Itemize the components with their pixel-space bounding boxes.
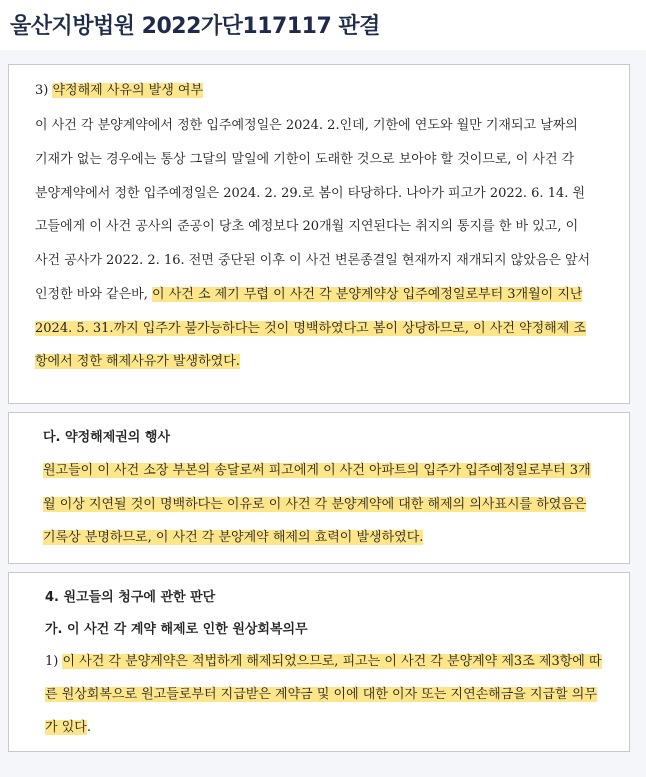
text-line [35,284,582,306]
text-highlight: 이 사건 소 제기 무렵 이 사건 각 분양계약상 입주예정일로부터 3개월이 지난 [152,287,583,302]
page-title: 울산지방법원 2022가단117117 판결 [10,14,380,39]
text-line [43,527,423,549]
section-card-termination-cause [8,64,630,404]
text-line: 기재가 없는 경우에는 통상 그달의 말일에 기한이 도래한 것으로 보아야 할 것이므로, 이 사건 각 [35,152,575,167]
text-highlight: 원고들이 이 사건 소장 부본의 송달로써 피고에게 이 사건 아파트의 입주가 입주예정일로부터 3개 [43,463,591,478]
text-highlight: 른 원상회복으로 원고들로부터 지급받은 계약금 및 이에 대한 이자 또는 지연손해금을 지급할 의무 [45,687,597,702]
text-plain: . [86,720,91,735]
section-heading: 다. 약정해제권의 행사 [43,430,171,445]
section-card-termination-exercise [8,412,630,564]
heading-prefix: 3) [35,83,53,98]
text-line: 사건 공사가 2022. 2. 16. 전면 중단된 이후 이 사건 변론종결일 현재까지 재개되지 않았음은 앞서 [35,253,591,268]
text-line [43,494,586,516]
text-highlight: 2024. 5. 31.까지 입주가 불가능하다는 것이 명백하였다고 봄이 상당하므로, 이 사건 약정해제 조 [35,321,586,336]
text-line: 이 사건 각 분양계약에서 정한 입주예정일은 2024. 2.인데, 기한에 연도와 월만 기재되고 날짜의 [35,118,578,133]
text-plain: 인정한 바와 같은바, [35,287,152,302]
text-line: 고들에게 이 사건 공사의 준공이 당초 예정보다 20개월 지연된다는 취지의 통지를 한 바 있고, 이 [35,219,579,234]
text-line: 분양계약에서 정한 입주예정일은 2024. 2. 29.로 봄이 타당하다. 나아가 피고가 2022. 6. 14. 원 [35,186,586,201]
text-line [35,351,240,373]
text-line [45,684,597,706]
text-highlight: 가 있다 [45,720,87,735]
text-line [35,318,586,340]
text-highlight: 항에서 정한 해제사유가 발생하였다. [35,354,240,369]
section-card-claims-judgment [8,572,630,752]
text-line [43,460,591,482]
text-highlight: 기록상 분명하므로, 이 사건 각 분양계약 해제의 효력이 발생하였다. [43,530,424,545]
text-highlight: 월 이상 지연될 것이 명백하다는 이유로 이 사건 각 분양계약에 대한 해제의 의사표시를 하였음은 [43,497,587,512]
heading-highlight: 약정해제 사유의 발생 여부 [52,83,204,98]
text-highlight: 이 사건 각 분양계약은 적법하게 해제되었으므로, 피고는 이 사건 각 분양계약 제3조 제3항에 따 [62,654,602,669]
page-header [0,0,646,50]
text-line [45,651,602,673]
section-heading [35,80,203,102]
text-line [45,717,91,739]
subsection-heading: 가. 이 사건 각 계약 해제로 인한 원상회복의무 [45,622,308,637]
line-prefix: 1) [45,654,63,669]
section-heading: 4. 원고들의 청구에 관한 판단 [45,590,216,605]
